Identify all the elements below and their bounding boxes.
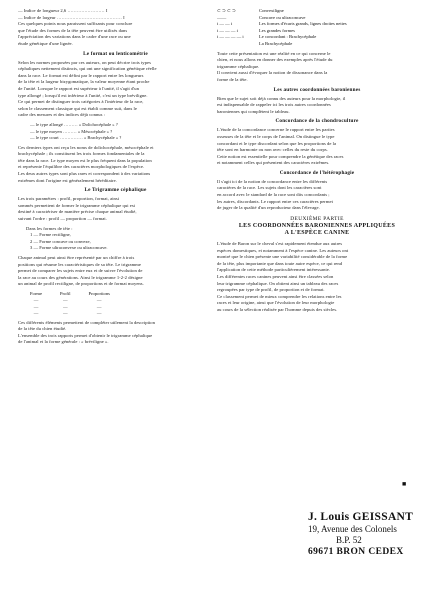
table-cell: — <box>33 303 39 309</box>
top-block <box>18 8 213 48</box>
text-line: l'application de cette méthode particulièrement intéressante. <box>217 267 331 273</box>
text-line: races et leur origine, ainsi que l'évolution de leur morphologie <box>217 300 335 306</box>
trigramme-table <box>30 291 213 317</box>
symbol-list <box>217 8 417 48</box>
symbol-glyph <box>217 41 253 48</box>
text-line: Il s'agit ici de la notion de concordance entre les différents <box>217 178 328 184</box>
text-line: baroniennes qui complètent le tableau. <box>217 108 290 114</box>
section-autres-paras <box>217 96 417 116</box>
author-address <box>308 510 423 558</box>
table-cell: — <box>96 303 102 309</box>
text-line: cadre des mesures et des indices déjà connus : <box>18 112 105 118</box>
text-line: Ce qui permet de distinguer trois catégories à l'intérieur de la race, <box>18 99 144 105</box>
list-item: 1 — Forme rectiligne, <box>30 232 71 238</box>
text-line: chien, et nous allons en donner des exemples après l'étude du <box>217 57 333 63</box>
section-chondro-paras <box>217 127 417 167</box>
text-line: Toute cette présentation est une réalité en ce qui concerne le <box>217 50 331 56</box>
text-line: Cette notion est essentielle pour comprendre la génétique des races <box>217 153 344 159</box>
text-line: caractères de la race. Les sujets dont les caractères sont <box>217 185 322 191</box>
symbol-desc: Les formes d'écarts grands, lignes droites nettes <box>259 21 347 27</box>
symbol-row <box>217 34 417 41</box>
text-line: osseuses de la tête et le corps de l'animal. On distingue le type <box>217 133 335 139</box>
symbol-desc: La Brachycéphale <box>259 40 293 46</box>
text-line: l'appréciation des variations dans le cadre d'une race ou une <box>18 34 131 40</box>
symbol-desc: Convexiligne <box>259 8 284 13</box>
section-trigramme-after <box>18 255 213 288</box>
symbol-glyph: i — — — — i <box>217 34 244 40</box>
text-line: de l'animal et la forme générale : « bréviligne ». <box>18 339 109 345</box>
author-name: J. Louis GEISSANT <box>308 511 414 523</box>
text-line: au cours de la sélection réalisée par l'homme depuis des siècles. <box>217 306 338 312</box>
intro-paras <box>217 51 417 84</box>
list-item: — le type court …………… « Brachycéphale » ? <box>30 135 122 141</box>
symbol-desc: Concave ou ultraconcave <box>259 14 306 20</box>
text-line: brachycéphale ; ils constituent les trois formes fondamentales de la <box>18 151 145 157</box>
table-header: Profil <box>60 290 71 296</box>
part-title-line1: LES COORDONNÉES BARONIENNES APPLIQUÉES <box>238 222 396 229</box>
text-line: et notamment celles qui présentent des caractères extrêmes. <box>217 160 330 166</box>
table-cell: — <box>33 310 39 316</box>
text-line: que l'étude des formes de la tête peuvent être utilisés dans <box>18 27 128 33</box>
symbol-glyph: i — — i <box>217 21 233 27</box>
symbol-row <box>217 8 417 15</box>
section-title-trigramme: Le Trigramme céphalique <box>84 187 147 194</box>
text-line: regroupées par type de profil, de proportion et de format. <box>217 287 325 293</box>
text-line: sommés permettent de former le trigramme céphalique qui est <box>18 202 135 208</box>
closing-paras <box>18 320 213 346</box>
section-trigramme-sub: Dans les formes de tête : <box>26 225 73 231</box>
section-title-hetero: Concordance de l'hétérophagie <box>279 169 355 176</box>
text-line: Les trois paramètres : profil, proportion, format, ainsi <box>18 196 120 202</box>
text-line: concordant et le type discordant selon que les proportions de la <box>217 140 337 146</box>
text-line: est indispensable de rappeler ici les trois autres coordonnées <box>217 102 331 108</box>
list-item: — le type moyen ……… « Mésocéphale » ? <box>30 128 113 134</box>
author-city: 69671 BRON CEDEX <box>308 547 404 557</box>
text-line: leur trigramme céphalique. On obtient ainsi un tableau des races <box>217 280 339 286</box>
text-line: étude génétique d'une lignée. <box>18 40 73 46</box>
list-item: — le type allongé ……… « Dolichocéphale » ? <box>30 121 118 127</box>
table-cell: — <box>33 297 39 303</box>
symbol-row <box>217 28 417 35</box>
symbol-desc: Le concordant : Brachycéphale <box>259 34 317 40</box>
text-line: L'étude de Baron sur le cheval s'est rapidement étendue aux autres <box>217 241 343 247</box>
symbol-desc: Les grandes formes <box>259 27 295 33</box>
text-line: extrêmes dont l'origine est généralement héréditaire. <box>18 177 117 183</box>
text-line: de la tête du chien étudié. <box>18 326 67 332</box>
symbol-glyph: —— <box>217 14 227 20</box>
table-column <box>60 291 70 317</box>
text-line: de l'unité. Lorsque le rapport est supérieur à l'unité, il s'agit d'un <box>18 85 139 91</box>
text-line: positions qui résume les caractéristiques de sa tête. Le trigramme <box>18 261 141 267</box>
table-header: Proportions <box>88 290 110 296</box>
table-cell: — <box>62 297 68 303</box>
table-cell: — <box>96 310 102 316</box>
symbol-glyph: i — — — i <box>217 27 238 33</box>
text-line: L'ensemble des trois rapports permet d'obtenir le trigramme céphalique <box>18 332 153 338</box>
section-title-chondro: Concordance de la chondroculture <box>275 118 359 125</box>
text-line: Ces derniers types ont reçu les noms de dolichocéphale, mésocéphale et <box>18 144 154 150</box>
text-line: trigramme céphalique. <box>217 63 260 69</box>
section-title-autres: Les autres coordonnées baroniennes <box>273 86 361 93</box>
text-line: forme de la tête. <box>217 76 248 82</box>
text-line: la race au cours des générations. Ainsi le trigramme 1-2-2 désigne <box>18 274 143 280</box>
part-title-line2: A L'ESPÈCE CANINE <box>284 230 350 237</box>
list-item: 2 — Forme concave ou convexe, <box>30 238 91 244</box>
text-line: suivant l'ordre : profil — proportion — format. <box>18 216 107 222</box>
text-line: de juger de la qualité d'un reproducteur dans l'élevage. <box>217 205 320 211</box>
symbol-row <box>217 41 417 48</box>
text-line: — Indice de largeur …………………………………… I <box>18 14 125 20</box>
list-head-types <box>18 122 213 142</box>
table-cell: — <box>62 303 68 309</box>
page-mark: ■ <box>402 480 407 488</box>
author-street: 19, Avenue des Colonels <box>308 524 397 534</box>
right-column <box>217 8 417 314</box>
table-column <box>30 291 42 317</box>
text-line: Selon les normes proposées par ces auteurs, on peut décrire trois types <box>18 59 151 65</box>
text-line: Chaque animal peut ainsi être représenté par un chiffre à trois <box>18 255 135 260</box>
symbol-row <box>217 21 417 28</box>
part-paras <box>217 241 417 314</box>
section-title-format: Le format ou lenticométrie <box>83 50 148 57</box>
symbol-glyph: ⊂ ⊃ ⊂ ⊃ <box>217 8 236 13</box>
table-cell: — <box>62 310 68 316</box>
list-forms <box>18 232 213 252</box>
section-format-paras <box>18 60 213 119</box>
text-line: tête sont en harmonie ou non avec celles du reste du corps. <box>217 147 328 153</box>
section-format-after <box>18 145 213 185</box>
text-line: type allongé ; lorsqu'il est inférieur à l'unité, c'est un type bréviligne. <box>18 92 148 98</box>
symbol-row <box>217 15 417 22</box>
left-column <box>18 8 213 346</box>
text-line: de la tête et la largeur bizygomatique, la valeur moyenne étant proche <box>18 79 150 85</box>
text-line: Il convient aussi d'évoquer la notion de dissonance dans la <box>217 70 328 76</box>
table-column <box>88 291 109 317</box>
text-line: Ce classement permet de mieux comprendre les relations entre les <box>217 293 342 299</box>
table-cell: — <box>96 297 102 303</box>
text-line: en accord avec le standard de la race sont dits concordants ; <box>217 192 330 198</box>
section-hetero-paras <box>217 179 417 212</box>
text-line: Les différentes races canines peuvent ainsi être classées selon <box>217 274 334 279</box>
text-line: L'étude de la concordance concerne le rapport entre les parties <box>217 127 335 133</box>
table-header: Forme <box>30 290 42 296</box>
section-trigramme-paras <box>18 196 213 222</box>
list-item: 3 — Forme ultraconvexe ou ultraconcave. <box>30 245 108 251</box>
text-line: Bien que le sujet soit déjà connu des auteurs pour la morphologie, il <box>217 95 346 101</box>
part-label: DEUXIÈME PARTIE <box>290 215 344 222</box>
text-line: un animal de profil rectiligne, de proportions et de format moyens. <box>18 281 144 287</box>
text-line: espèces domestiques, et notamment à l'espèce canine. Les auteurs ont <box>217 247 349 253</box>
text-line: dans la race. Le format est défini par le rapport entre les longueurs <box>18 72 144 78</box>
text-line: Ces quelques points nous paraissent suffisants pour conclure <box>18 21 133 27</box>
text-line: — Indice de longueur 2,6 …………………… I <box>18 8 108 13</box>
text-line: les autres, discordants. Le rapport entre ces caractères permet <box>217 198 333 204</box>
text-line: tête dans la race. Le type moyen est le plus fréquent dans la population <box>18 157 152 163</box>
author-box: B.P. 52 <box>336 535 362 545</box>
text-line: de la tête, plus importante que dans toute autre espèce, ce qui rend <box>217 260 343 266</box>
text-line: permet de comparer les sujets entre eux et de suivre l'évolution de <box>18 268 143 274</box>
text-line: selon le classement classique qui est établi comme suit, dans le <box>18 105 137 111</box>
text-line: Ces différents éléments permettent de compléter utilement la description <box>18 319 155 325</box>
text-line: Les deux autres types sont plus rares et correspondent à des variations <box>18 171 151 177</box>
text-line: céphaliques nettement distincts, qui ont une signification génétique réelle <box>18 66 157 72</box>
text-line: destiné à caractériser de manière précise chaque animal étudié, <box>18 209 137 215</box>
text-line: et représente l'équilibre des caractères morphologiques de l'espèce. <box>18 164 145 170</box>
text-line: montré que le chien présente une variabilité considérable de la forme <box>217 254 348 260</box>
